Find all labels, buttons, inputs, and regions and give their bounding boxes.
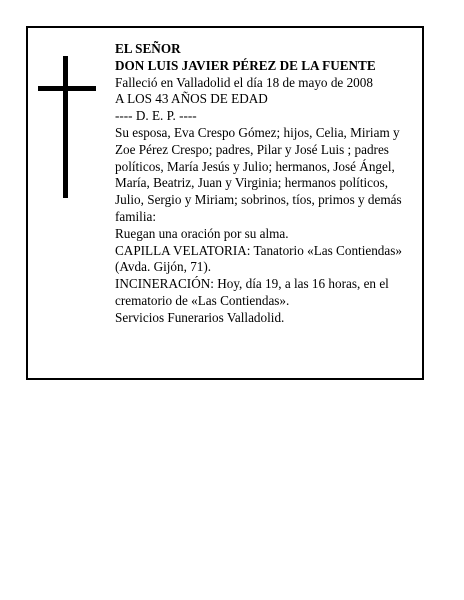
notice-title: EL SEÑOR [115,41,181,56]
cross-horizontal-bar [38,86,96,91]
family-line: Zoe Pérez Crespo; padres, Pilar y José Luis ; padres [115,141,389,157]
chapel-line: CAPILLA VELATORIA: Tanatorio «Las Contiendas» [115,242,402,258]
cross-vertical-bar [63,56,68,198]
prayer-request: Ruegan una oración por su alma. [115,225,289,241]
family-line: Su esposa, Eva Crespo Gómez; hijos, Celia, Miriam y [115,124,400,140]
rest-in-peace: ---- D. E. P. ---- [115,108,197,124]
obituary-notice [26,26,424,380]
funeral-services: Servicios Funerarios Valladolid. [115,309,285,325]
deceased-name: DON LUIS JAVIER PÉREZ DE LA FUENTE [115,57,376,73]
cremation-line: INCINERACIÓN: Hoy, día 19, a las 16 horas, en el [115,276,389,292]
cross-icon [38,56,96,198]
family-line: María, Beatriz, Juan y Virginia; hermanos políticos, [115,175,389,191]
death-statement: Falleció en Valladolid el día 18 de mayo de 2008 [115,74,373,90]
family-line: familia: [115,208,157,224]
obituary-text [115,41,417,327]
family-line: Julio, Sergio y Miriam; sobrinos, tíos, primos y demás [115,192,402,208]
cremation-line: crematorio de «Las Contiendas». [115,292,290,308]
age-statement: A LOS 43 AÑOS DE EDAD [115,91,268,107]
family-line: políticos, María Jesús y Julio; hermanos, José Ángel, [115,158,395,174]
chapel-line: (Avda. Gijón, 71). [115,259,212,275]
